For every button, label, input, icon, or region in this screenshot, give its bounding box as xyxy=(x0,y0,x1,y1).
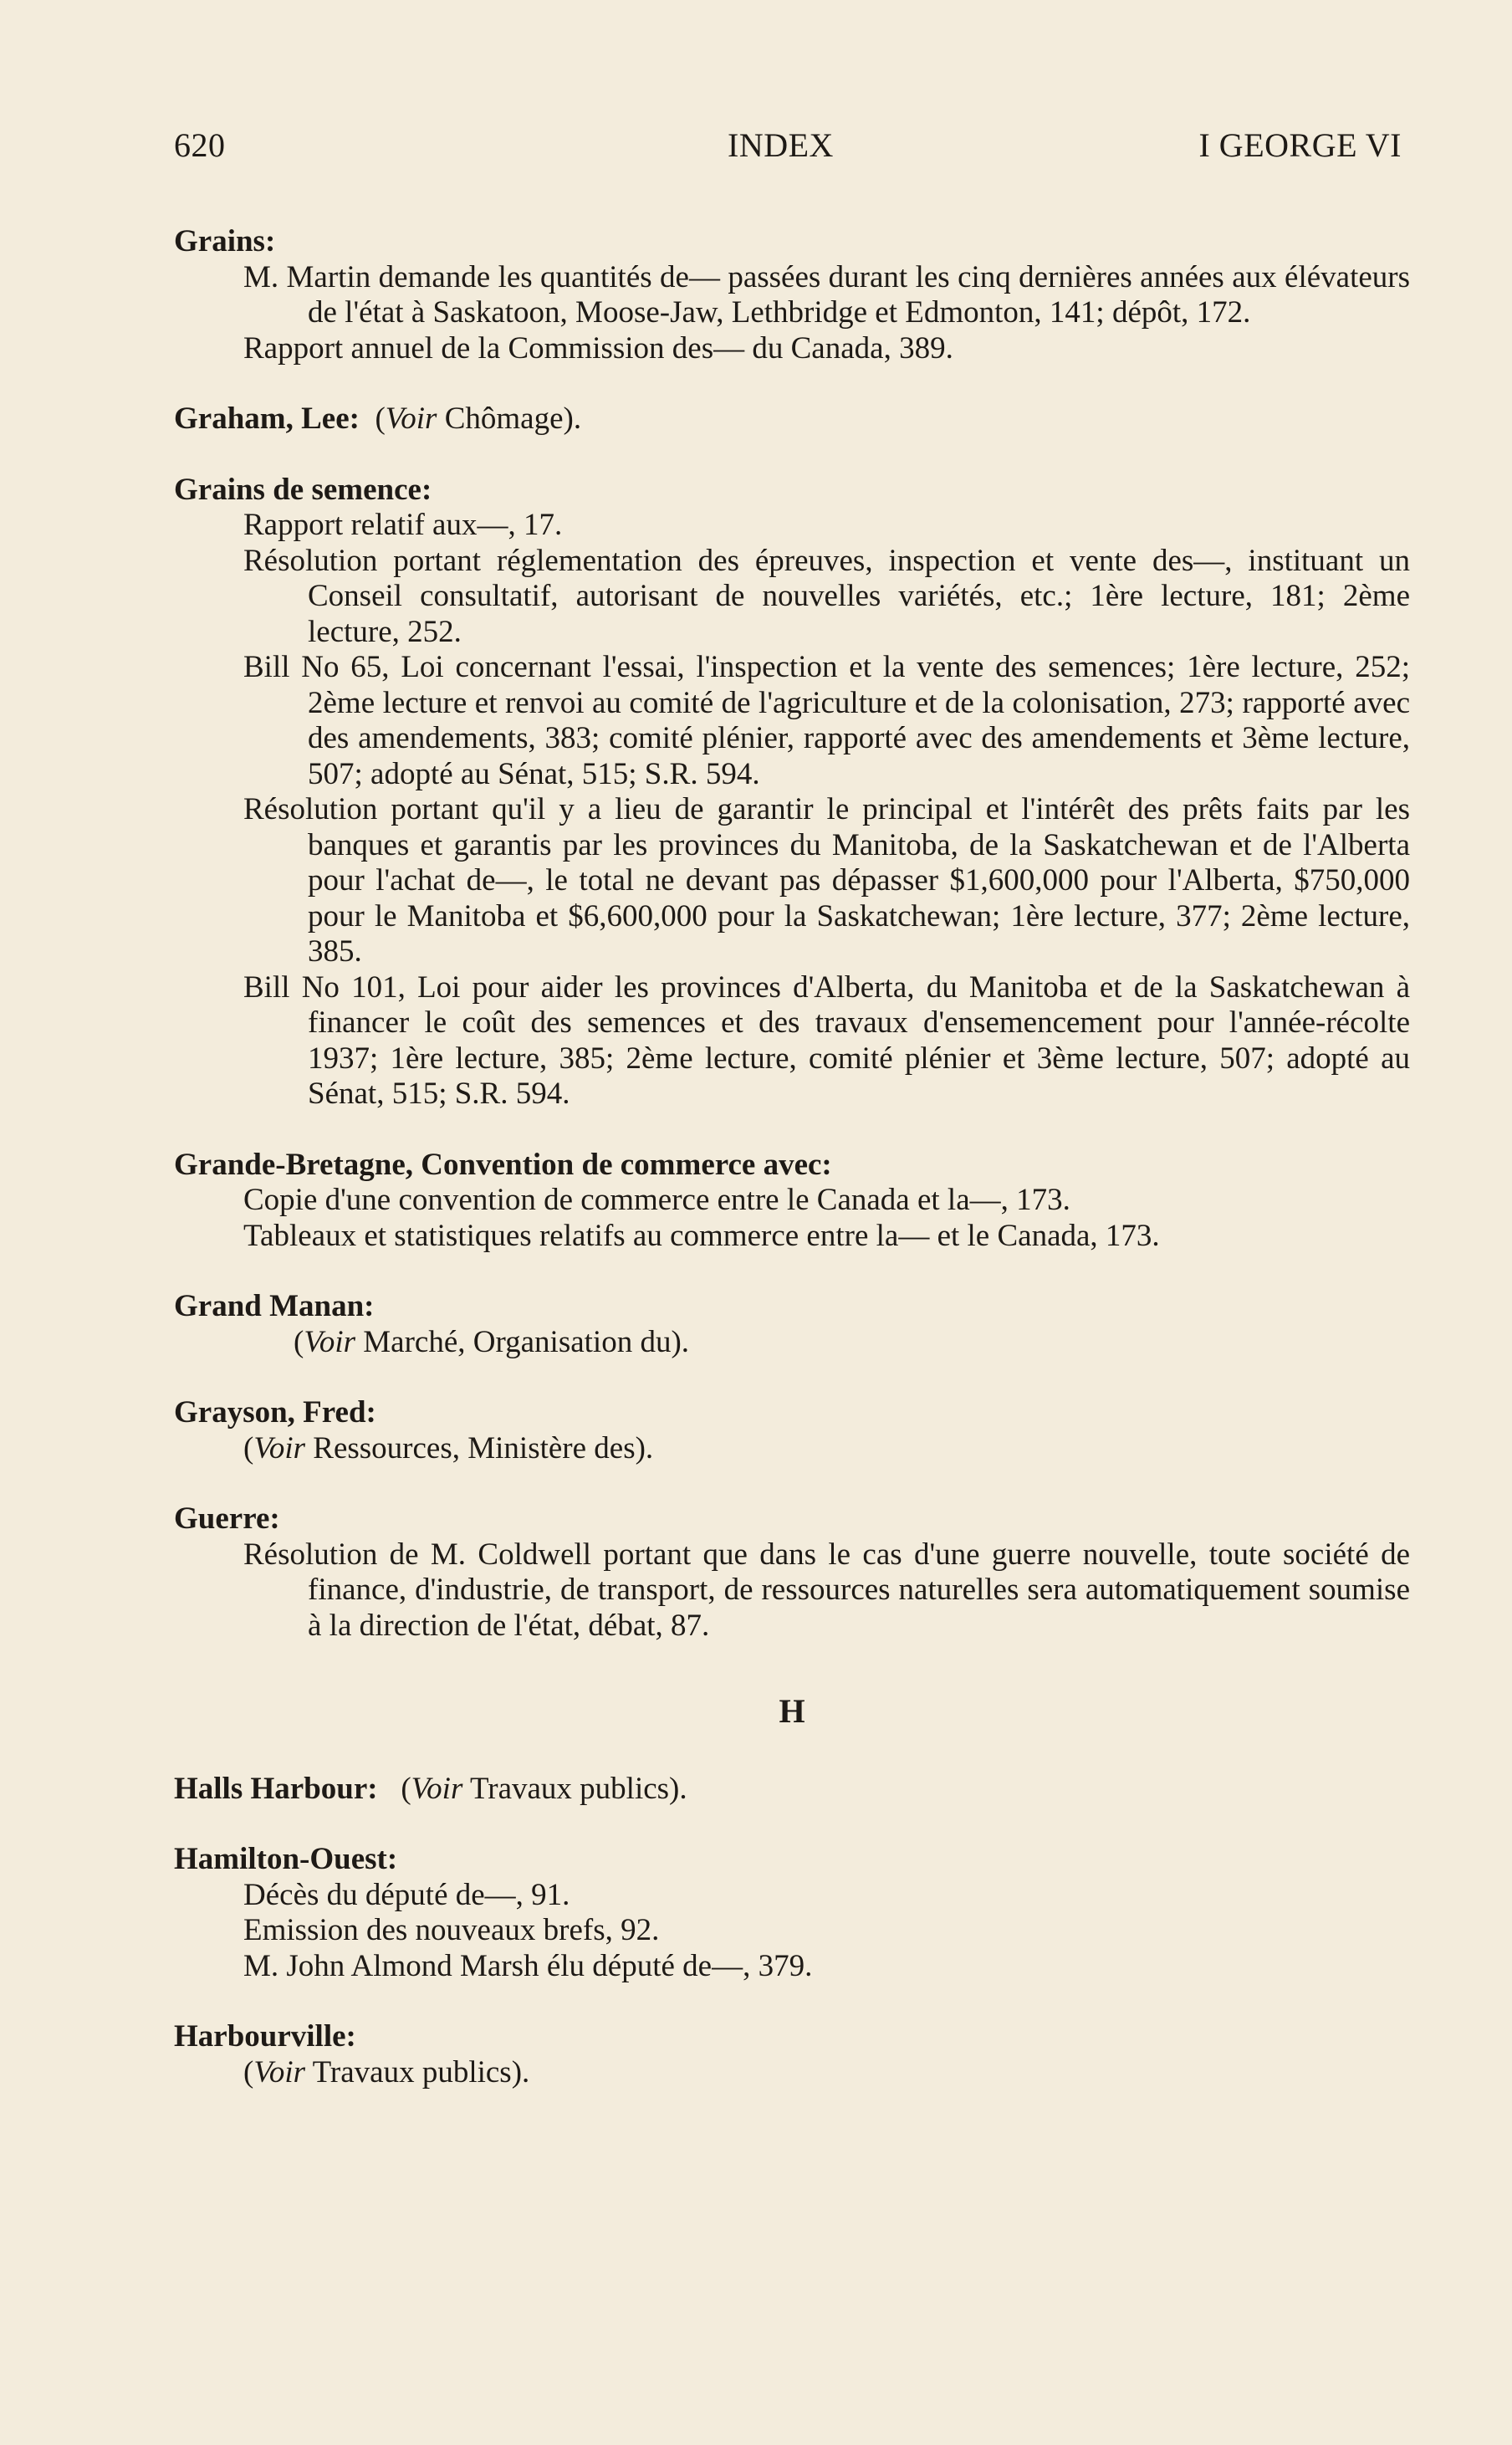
index-entry-grayson-fred xyxy=(174,1395,1410,1466)
entry-subitem: Bill No 101, Loi pour aider les provinces d'Alberta, du Manitoba et de la Saskatchewan à financer le coût des semences et des travaux d'ensemencement pour l'année-récolte 1937; 1ère lecture, 385; 2ème lecture, comité plénier et 3ème lecture, 507; adopté au Sénat, 515; S.R. 594. xyxy=(243,969,1410,1111)
page-number: 620 xyxy=(174,126,226,164)
entry-heading: Grayson, Fred: xyxy=(174,1395,376,1430)
cross-ref-text: Marché, Organisation du). xyxy=(363,1324,690,1359)
entry-cross-ref xyxy=(174,1325,1410,1361)
voir-label: Voir xyxy=(253,1430,306,1465)
index-entry-halls-harbour xyxy=(174,1772,1410,1808)
cross-ref-open: ( xyxy=(243,1430,254,1465)
voir-label: Voir xyxy=(385,402,437,436)
session-label: I GEORGE VI xyxy=(1198,126,1402,164)
voir-label: Voir xyxy=(253,2054,306,2090)
cross-ref-open: ( xyxy=(375,402,386,436)
voir-label: Voir xyxy=(411,1771,463,1806)
cross-ref-text: Chômage). xyxy=(444,402,582,436)
index-content xyxy=(174,224,1410,2125)
entry-subitem: Rapport relatif aux—, 17. xyxy=(243,508,563,542)
entry-subitem: M. Martin demande les quantités de— passées durant les cinq dernières années aux élévateurs de l'état à Saskatoon, Moose-Jaw, Lethbridge et Edmonton, 141; dépôt, 172. xyxy=(243,259,1410,330)
entry-subitem: Emission des nouveaux brefs, 92. xyxy=(243,1913,660,1947)
index-entry-harbourville xyxy=(174,2019,1410,2090)
index-entry-grande-bretagne xyxy=(174,1148,1410,1255)
entry-subitem: M. John Almond Marsh élu député de—, 379. xyxy=(243,1948,813,1983)
entry-heading: Halls Harbour: xyxy=(174,1771,378,1806)
entry-subitem: Décès du député de—, 91. xyxy=(243,1877,570,1912)
cross-ref-text: Ressources, Ministère des). xyxy=(313,1430,654,1465)
cross-ref-text: Travaux publics). xyxy=(469,1771,687,1806)
entry-heading: Grains: xyxy=(174,224,276,258)
voir-label: Voir xyxy=(304,1324,356,1359)
entry-subitem: Résolution portant réglementation des épreuves, inspection et vente des—, instituant un Conseil consultatif, autorisant de nouvelles variétés, etc.; 1ère lecture, 181; 2ème lecture, 252. xyxy=(243,543,1410,649)
section-letter: H xyxy=(779,1692,805,1730)
cross-ref-text: Travaux publics). xyxy=(312,2054,530,2090)
cross-ref-open: ( xyxy=(243,2054,254,2090)
entry-cross-ref xyxy=(174,2055,1410,2091)
entry-subitem: Résolution de M. Coldwell portant que dans le cas d'une guerre nouvelle, toute société de finance, d'industrie, de transport, de ressources naturelles sera automatiquement soumise à la direction de l'état, débat, 87. xyxy=(243,1537,1410,1643)
entry-cross-ref xyxy=(174,1431,1410,1467)
entry-heading: Hamilton-Ouest: xyxy=(174,1842,398,1876)
entry-subitem: Bill No 65, Loi concernant l'essai, l'inspection et la vente des semences; 1ère lecture, 252; 2ème lecture et renvoi au comité de l'agriculture et de la colonisation, 273; rapporté avec des amendements, 383; comité plénier, rapporté avec des amendements et 3ème lecture, 507; adopté au Sénat, 515; S.R. 594. xyxy=(243,650,1410,791)
cross-ref-open: ( xyxy=(294,1324,304,1359)
index-entry-guerre xyxy=(174,1501,1410,1644)
entry-heading: Grand Manan: xyxy=(174,1289,375,1323)
cross-ref-open: ( xyxy=(401,1771,411,1806)
index-entry-grains-de-semence xyxy=(174,473,1410,1113)
entry-heading: Guerre: xyxy=(174,1501,280,1536)
index-entry-hamilton-ouest xyxy=(174,1842,1410,1984)
index-entry-grand-manan xyxy=(174,1289,1410,1360)
entry-subitem: Rapport annuel de la Commission des— du Canada, 389. xyxy=(243,330,953,366)
index-entry-grains xyxy=(174,224,1410,366)
entry-heading: Grande-Bretagne, Convention de commerce avec: xyxy=(174,1147,832,1182)
index-entry-graham-lee xyxy=(174,402,1410,437)
entry-heading: Harbourville: xyxy=(174,2019,356,2054)
page-header xyxy=(174,125,1402,176)
entry-subitem: Tableaux et statistiques relatifs au commerce entre la— et le Canada, 173. xyxy=(243,1218,1160,1253)
entry-subitem: Résolution portant qu'il y a lieu de garantir le principal et l'intérêt des prêts faits par les banques et garantis par les provinces du Manitoba, de la Saskatchewan et de l'Alberta pour l'achat de—, le total ne devant pas dépasser $1,600,000 pour l'Alberta, $750,000 pour le Manitoba et $6,600,000 pour la Saskatchewan; 1ère lecture, 377; 2ème lecture, 385. xyxy=(243,792,1410,969)
entry-heading: Graham, Lee: xyxy=(174,402,360,436)
running-title: INDEX xyxy=(728,126,834,164)
entry-heading: Grains de semence: xyxy=(174,472,432,507)
entry-subitem: Copie d'une convention de commerce entre le Canada et la—, 173. xyxy=(243,1183,1070,1217)
